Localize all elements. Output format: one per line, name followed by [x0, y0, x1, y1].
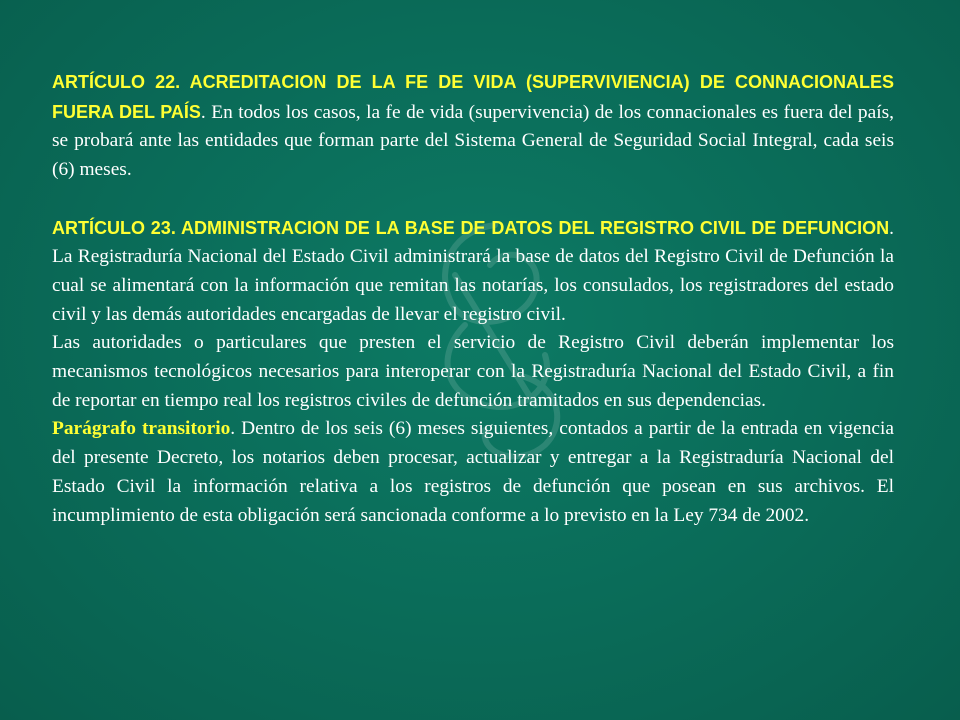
- article-22: [52, 68, 894, 185]
- slide-content: [52, 68, 894, 530]
- transitory-paragraph: [52, 415, 894, 530]
- article-23: [52, 214, 894, 330]
- article-23-body: . La Registraduría Nacional del Estado Civil administrará la base de datos del Registro Civil de Defunción la cual se alimentará con la información que remitan las notarías, los consulados, los registradores del estado civil y las demás autoridades encargadas de llevar el registro civil.: [52, 217, 894, 325]
- article-22-body: . En todos los casos, la fe de vida (supervivencia) de los connacionales es fuera del país, se probará ante las entidades que forman parte del Sistema General de Seguridad Social Integral, cada seis (6) meses.: [52, 101, 895, 181]
- transitory-body: . Dentro de los seis (6) meses siguientes, contados a partir de la entrada en vigencia del presente Decreto, los notarios deben procesar, actualizar y entregar a la Registraduría Nacional del Estado Civil la información relativa a los registros de defunción que posean en sus archivos. El incumplimiento de esta obligación será sancionada conforme a lo previsto en la Ley 734 de 2002.: [52, 418, 894, 526]
- paragraph-spacer: [52, 185, 894, 214]
- article-23-paragraph-2: Las autoridades o particulares que presten el servicio de Registro Civil deberán implementar los mecanismos tecnológicos necesarios para interoperar con la Registraduría Nacional del Estado Civil, a fin de reportar en tiempo real los registros civiles de defunción tramitados en sus dependencias.: [52, 332, 894, 411]
- transitory-label: Parágrafo transitorio: [52, 418, 231, 440]
- article-22-heading: ARTÍCULO 22. ACREDITACION DE LA FE DE VIDA (SUPERVIVIENCIA) DE CONNACIONALES FUERA DEL PAÍS: [52, 72, 894, 122]
- article-23-heading: ARTÍCULO 23. ADMINISTRACION DE LA BASE DE DATOS DEL REGISTRO CIVIL DE DEFUNCION: [52, 217, 890, 238]
